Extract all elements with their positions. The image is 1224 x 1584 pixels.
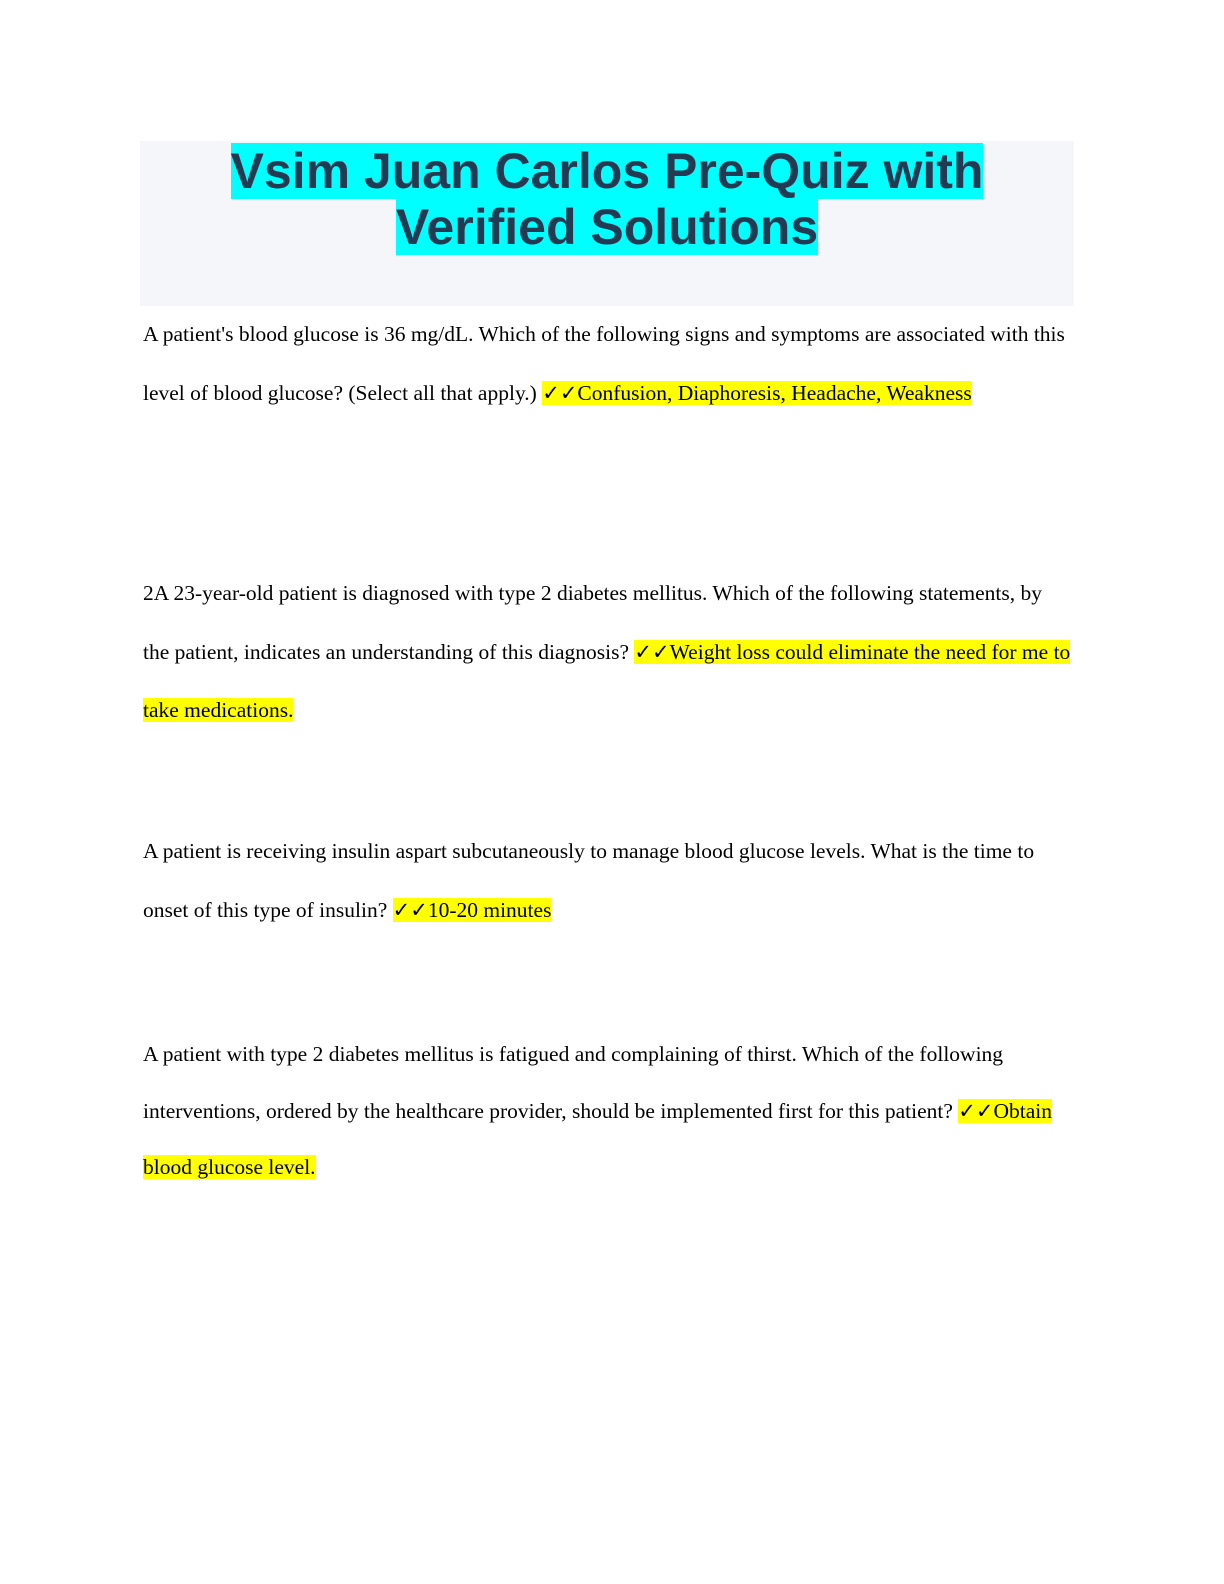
document-title: [140, 141, 1074, 255]
answer-highlight: [393, 898, 552, 922]
answer-text: 10-20 minutes: [427, 897, 552, 922]
check-mark-icon: ✓✓: [634, 639, 670, 664]
question-text: A patient's blood glucose is 36 mg/dL. Which of the following signs and symptoms are associated with this level of blood glucose? (Select all that apply.): [143, 322, 1065, 405]
answer-text: Confusion, Diaphoresis, Headache, Weakness: [577, 380, 972, 405]
question-item: [143, 564, 1073, 740]
check-mark-icon: ✓✓: [392, 897, 428, 922]
title-box: [140, 141, 1074, 306]
question-item: [143, 305, 1073, 422]
answer-text: Weight loss could eliminate the need for me to take medications.: [143, 639, 1071, 722]
title-highlight: Vsim Juan Carlos Pre-Quiz with Verified Solutions: [230, 143, 984, 255]
check-mark-icon: ✓✓: [958, 1098, 994, 1123]
question-text: A patient is receiving insulin aspart subcutaneously to manage blood glucose levels. What is the time to onset of this type of insulin?: [143, 839, 1035, 922]
question-text: 2A 23-year-old patient is diagnosed with type 2 diabetes mellitus. Which of the following statements, by the patient, indicates an understanding of this diagnosis?: [143, 581, 1043, 664]
answer-text: Obtain blood glucose level.: [143, 1098, 1053, 1179]
check-mark-icon: ✓✓: [542, 380, 578, 405]
question-item: [143, 822, 1073, 939]
question-item: [143, 1026, 1073, 1196]
question-text: A patient with type 2 diabetes mellitus is fatigued and complaining of thirst. Which of the following interventions, ordered by the healthcare provider, should be implemented first for this patient?: [143, 1042, 1004, 1123]
answer-highlight: [542, 381, 972, 405]
